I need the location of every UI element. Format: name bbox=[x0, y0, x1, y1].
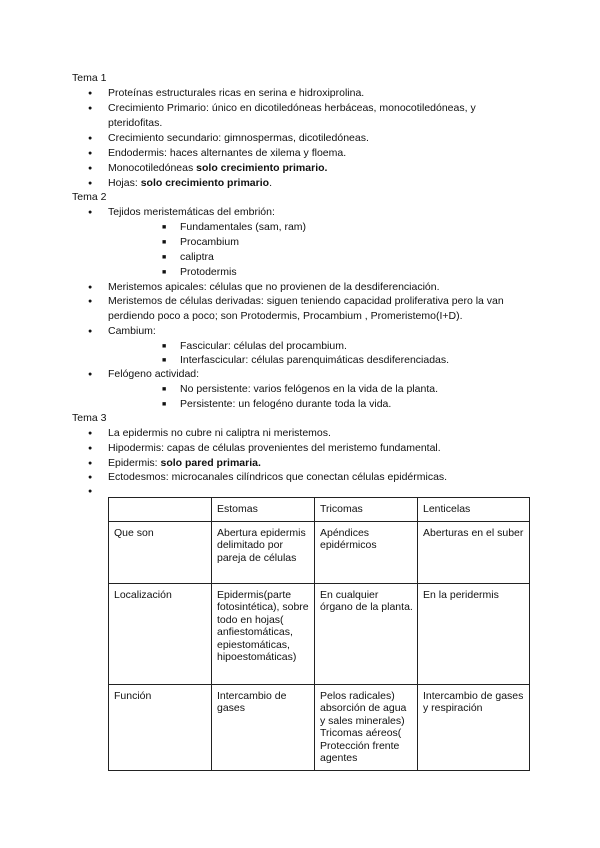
table-cell: Pelos radicales) absorción de agua y sales minerales) Tricomas aéreos( Protección frente agentes bbox=[315, 684, 418, 770]
tema3-heading: Tema 3 bbox=[72, 412, 107, 424]
table-cell: En cualquier órgano de la planta. bbox=[315, 583, 418, 684]
tejidos-sub-4: ■ Protodermis bbox=[180, 265, 520, 280]
table-row bbox=[109, 521, 530, 583]
table-header-row bbox=[109, 498, 530, 522]
tema1-item-4: ● Endodermis: haces alternantes de xilema y floema. bbox=[108, 146, 518, 161]
table-cell: Función bbox=[109, 684, 212, 770]
cambium-sub-2: ■ Interfascicular: células parenquimáticas desdiferenciadas. bbox=[180, 353, 520, 368]
felogeno-sub-2: ■ Persistente: un felogéno durante toda la vida. bbox=[180, 397, 520, 412]
tema1-item-1: ● Proteínas estructurales ricas en serina e hidroxiprolina. bbox=[108, 86, 518, 101]
felogeno-sub-1: ■ No persistente: varios felógenos en la vida de la planta. bbox=[180, 382, 520, 397]
table-cell: Intercambio de gases y respiración bbox=[418, 684, 530, 770]
table-header-cell: Tricomas bbox=[315, 498, 418, 522]
tema1-item-5: ● Monocotiledóneas solo crecimiento primario. bbox=[108, 161, 518, 176]
cambium-sub-1: ■ Fascicular: células del procambium. bbox=[180, 339, 520, 354]
table-header-cell bbox=[109, 498, 212, 522]
tejidos-sub-1: ■ Fundamentales (sam, ram) bbox=[180, 220, 520, 235]
tema1-item-2: ● Crecimiento Primario: único en dicotiledóneas herbáceas, monocotiledóneas, y pteridofitas. bbox=[108, 101, 518, 131]
table-header-cell: Estomas bbox=[212, 498, 315, 522]
table-cell: Aberturas en el suber bbox=[418, 521, 530, 583]
tema3-item-2: ● Hipodermis: capas de células provenientes del meristemo fundamental. bbox=[108, 441, 518, 456]
table-header-cell: Lenticelas bbox=[418, 498, 530, 522]
table-row bbox=[109, 583, 530, 684]
tema1-item-6: ● Hojas: solo crecimiento primario. bbox=[108, 176, 518, 191]
table-cell: Epidermis(parte fotosintética), sobre todo en hojas( anfiestomáticas, epiestomáticas, hipoestomáticas) bbox=[212, 583, 315, 684]
tema2-item-apicales: ● Meristemos apicales: células que no provienen de la desdiferenciación. bbox=[108, 280, 518, 295]
tema2-item-cambium: ● Cambium: bbox=[108, 324, 518, 339]
table-cell: En la peridermis bbox=[418, 583, 530, 684]
tejidos-sub-3: ■ caliptra bbox=[180, 250, 520, 265]
table-cell: Intercambio de gases bbox=[212, 684, 315, 770]
table-cell: Apéndices epidérmicos bbox=[315, 521, 418, 583]
tema1-heading: Tema 1 bbox=[72, 72, 107, 84]
table-row bbox=[109, 684, 530, 770]
comparison-table bbox=[108, 497, 530, 771]
table-cell: Localización bbox=[109, 583, 212, 684]
table-cell: Que son bbox=[109, 521, 212, 583]
tema2-item-felogeno: ● Felógeno actividad: bbox=[108, 367, 518, 382]
tema1-item-3: ● Crecimiento secundario: gimnospermas, dicotiledóneas. bbox=[108, 131, 518, 146]
tema3-item-4: ● Ectodesmos: microcanales cilíndricos que conectan células epidérmicas. bbox=[108, 470, 518, 485]
tema3-item-3: ● Epidermis: solo pared primaria. bbox=[108, 456, 518, 471]
tema2-heading: Tema 2 bbox=[72, 191, 107, 203]
tema2-item-derivadas: ● Meristemos de células derivadas: siguen teniendo capacidad proliferativa pero la van perdiendo poco a poco; son Protodermis, Procambium , Promeristemo(I+D). bbox=[108, 294, 518, 324]
tema2-item-tejidos: ● Tejidos meristemáticas del embrión: bbox=[108, 205, 518, 220]
tejidos-sub-2: ■ Procambium bbox=[180, 235, 520, 250]
table-cell: Abertura epidermis delimitado por pareja de células bbox=[212, 521, 315, 583]
tema3-item-1: ● La epidermis no cubre ni caliptra ni meristemos. bbox=[108, 426, 518, 441]
